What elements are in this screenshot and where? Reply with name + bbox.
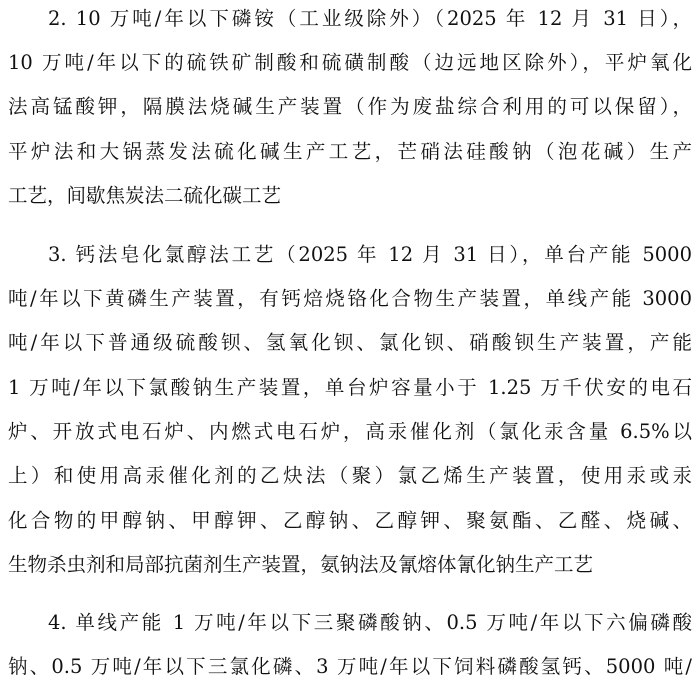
paragraph-3-line-7: 化合物的甲醇钠、甲醇钾、乙醇钠、乙醇钾、聚氨酯、乙醛、烧碱、	[8, 509, 692, 532]
paragraph-3-line-8: 生物杀虫剂和局部抗菌剂生产装置，氨钠法及氰熔体氰化钠生产工艺	[8, 553, 594, 576]
paragraph-2-line-5: 工艺，间歇焦炭法二硫化碳工艺	[8, 184, 282, 207]
paragraph-3-line-1: 3. 钙法皂化氯醇法工艺（2025 年 12 月 31 日），单台产能 5000	[48, 243, 692, 266]
paragraph-2-line-2: 10 万吨/年以下的硫铁矿制酸和硫磺制酸（边远地区除外），平炉氧化	[8, 51, 692, 74]
paragraph-3-line-2: 吨/年以下黄磷生产装置，有钙焙烧铬化合物生产装置，单线产能 3000	[8, 287, 692, 310]
paragraph-4-line-1: 4. 单线产能 1 万吨/年以下三聚磷酸钠、0.5 万吨/年以下六偏磷酸	[48, 611, 692, 634]
paragraph-4-line-2: 钠、0.5 万吨/年以下三氯化磷、3 万吨/年以下饲料磷酸氢钙、5000 吨/	[8, 655, 692, 678]
paragraph-2-line-1: 2. 10 万吨/年以下磷铵（工业级除外）（2025 年 12 月 31 日），	[48, 7, 692, 30]
paragraph-3-line-6: 上）和使用高汞催化剂的乙炔法（聚）氯乙烯生产装置，使用汞或汞	[8, 464, 692, 487]
paragraph-2-line-4: 平炉法和大锅蒸发法硫化碱生产工艺，芒硝法硅酸钠（泡花碱）生产	[8, 140, 692, 163]
paragraph-3-line-4: 1 万吨/年以下氯酸钠生产装置，单台炉容量小于 1.25 万千伏安的电石	[8, 376, 692, 399]
paragraph-2-line-3: 法高锰酸钾，隔膜法烧碱生产装置（作为废盐综合利用的可以保留），	[8, 95, 692, 118]
paragraph-3-line-3: 吨/年以下普通级硫酸钡、氢氧化钡、氯化钡、硝酸钡生产装置，产能	[8, 331, 692, 354]
paragraph-3-line-5: 炉、开放式电石炉、内燃式电石炉，高汞催化剂（氯化汞含量 6.5%以	[8, 420, 692, 443]
